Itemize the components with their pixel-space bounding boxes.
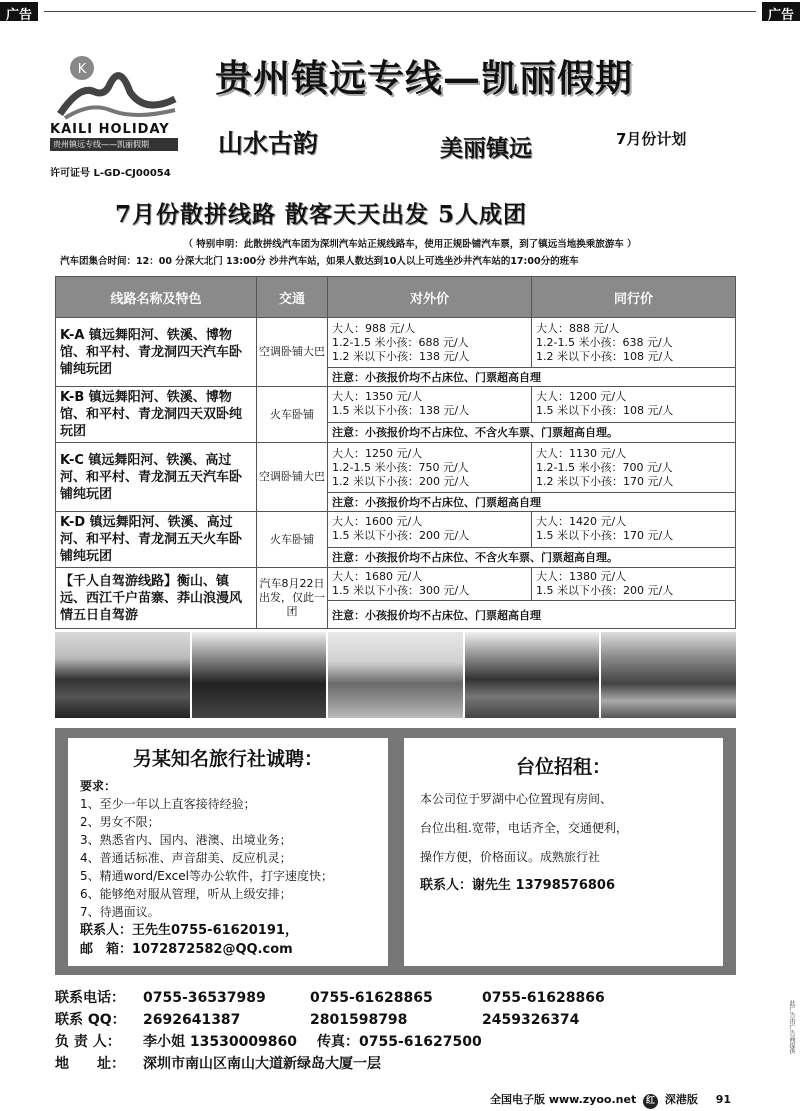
price-line: 1.2 米以下小孩：200 元/人: [332, 474, 470, 488]
table-header-row: [56, 277, 736, 318]
col-peer-price: 同行价: [532, 277, 736, 318]
peer-price: [532, 318, 736, 368]
route-transport: 火车卧铺: [257, 512, 328, 568]
contact-footer: [55, 987, 755, 1075]
footer-row-qq: [55, 1009, 755, 1031]
list-item: 6、能够绝对服从管理，听从上级安排；: [80, 887, 292, 901]
price-line: 大人：1380 元/人: [536, 570, 627, 583]
list-item: 5、精通word/Excel等办公软件，打字速度快；: [80, 869, 333, 883]
table-row: [56, 568, 736, 601]
ad-label-left: 广告: [0, 2, 38, 21]
top-divider: [44, 11, 756, 12]
special-note: （ 特别申明：此散拼线汽车团为深圳汽车站正规线路车，使用正规卧铺汽车票，到了镇远当地换乘旅游车 ）: [183, 239, 637, 250]
public-price: [328, 512, 532, 548]
route-note: 注意：小孩报价均不占床位、不含火车票、门票超高自理。: [328, 547, 736, 567]
price-line: 1.2 米以下小孩：138 元/人: [332, 349, 470, 363]
recruit-requirements-label: 要求：: [80, 779, 117, 793]
rent-title: 台位招租：: [515, 756, 611, 778]
qq-label: 联系 QQ：: [55, 1012, 126, 1028]
route-name: K-D 镇远舞阳河、铁溪、高过河、和平村、青龙洞五天火车卧铺纯玩团: [56, 512, 257, 568]
recruit-title: 另某知名旅行社诚聘：: [132, 748, 323, 770]
table-row: [56, 318, 736, 368]
price-line: 1.2-1.5 米小孩：638 元/人: [536, 335, 673, 349]
peer-price: [532, 512, 736, 548]
page-number: 91: [715, 1093, 732, 1106]
route-transport: 空调卧铺大巴: [257, 443, 328, 512]
rent-line: 操作方便，价格面议。成熟旅行社: [420, 850, 601, 864]
route-transport: 汽车8月22日出发，仅此一团: [257, 568, 328, 629]
price-line: 大人：1600 元/人: [332, 515, 423, 529]
route-price-table: [55, 276, 736, 629]
phone-number: 0755-36537989: [143, 990, 266, 1006]
price-line: 1.5 米以下小孩：138 元/人: [332, 404, 470, 418]
price-line: 大人：1250 元/人: [332, 446, 423, 460]
public-price: [328, 318, 532, 368]
price-line: 大人：1680 元/人: [332, 570, 423, 583]
table-row: [56, 443, 736, 493]
route-transport: 火车卧铺: [257, 387, 328, 443]
route-transport: 空调卧铺大巴: [257, 318, 328, 387]
red-circle-icon: 红: [643, 1094, 658, 1109]
public-price: [328, 568, 532, 601]
route-name: K-A 镇远舞阳河、铁溪、博物馆、和平村、青龙洞四天汽车卧铺纯玩团: [56, 318, 257, 387]
mountain-logo-icon: [50, 44, 180, 122]
person-contact: 李小姐 13530009860: [143, 1034, 298, 1050]
col-public-price: 对外价: [328, 277, 532, 318]
public-price: [328, 443, 532, 493]
price-line: 大人：988 元/人: [332, 321, 416, 335]
phone-number: 0755-61628865: [310, 990, 433, 1006]
route-name: K-B 镇远舞阳河、铁溪、博物馆、和平村、青龙洞四天双卧纯玩团: [56, 387, 257, 443]
price-line: 1.2-1.5 米小孩：700 元/人: [536, 460, 673, 474]
fax-number: 传真：0755-61627500: [317, 1034, 482, 1050]
price-line: 大人：888 元/人: [536, 321, 620, 335]
qq-number: 2801598798: [310, 1012, 408, 1028]
peer-price: [532, 443, 736, 493]
list-item: 2、男女不限；: [80, 815, 160, 829]
recruit-email: 邮 箱：1072872582@QQ.com: [80, 942, 293, 957]
list-item: 3、熟悉省内、国内、港澳、出境业务；: [80, 833, 292, 847]
assembly-note: 汽车团集合时间：12：00 分深大北门 13:00分 沙井汽车站，如果人数达到10人以上可选坐沙井汽车站的17:00分的班车: [60, 256, 579, 267]
phone-number: 0755-61628866: [482, 990, 605, 1006]
footer-row-address: [55, 1053, 755, 1075]
region-label: 深港版: [664, 1093, 698, 1106]
person-label: 负 责 人：: [55, 1034, 121, 1050]
price-line: 1.2-1.5 米小孩：750 元/人: [332, 460, 469, 474]
rent-line: 台位出租.宽带，电话齐全，交通便利，: [420, 821, 628, 835]
scenery-photo-strip: [55, 632, 736, 718]
col-route: 线路名称及特色: [56, 277, 257, 318]
scenery-photo: [55, 632, 190, 718]
price-line: 1.5 米以下小孩：108 元/人: [536, 404, 674, 418]
brand-logo: [50, 44, 190, 151]
route-name: K-C 镇远舞阳河、铁溪、高过河、和平村、青龙洞五天汽车卧铺纯玩团: [56, 443, 257, 512]
address: 深圳市南山区南山大道新绿岛大厦一层: [143, 1056, 381, 1072]
price-line: 1.2 米以下小孩：108 元/人: [536, 349, 674, 363]
slogan-2: 美丽镇远: [440, 135, 532, 162]
peer-price: [532, 568, 736, 601]
list-item: 4、普通话标准、声音甜美、反应机灵；: [80, 851, 292, 865]
price-line: 大人：1200 元/人: [536, 390, 627, 404]
address-label: 地 址：: [55, 1056, 125, 1072]
footer-row-person: [55, 1031, 755, 1053]
svg-text:K: K: [77, 62, 87, 77]
price-line: 1.2 米以下小孩：170 元/人: [536, 474, 674, 488]
table-row: [56, 387, 736, 423]
route-note: 注意：小孩报价均不占床位、门票超高自理: [328, 601, 736, 629]
route-note: 注意：小孩报价均不占床位、门票超高自理: [328, 493, 736, 512]
edition-label: 全国电子版 www.zyoo.net: [490, 1093, 637, 1106]
table-row: [56, 512, 736, 548]
slogan-3: 7月份计划: [616, 130, 687, 148]
price-line: 大人：1350 元/人: [332, 390, 423, 404]
qq-number: 2692641387: [143, 1012, 241, 1028]
page-title: 贵州镇远专线—凯丽假期: [215, 56, 633, 98]
recruit-box: [68, 738, 388, 966]
rent-box: [404, 738, 723, 966]
price-line: 1.5 米以下小孩：200 元/人: [536, 584, 674, 597]
price-line: 1.5 米以下小孩：300 元/人: [332, 584, 470, 597]
list-item: 1、至少一年以上直客接待经验；: [80, 797, 256, 811]
phone-label: 联系电话：: [55, 990, 125, 1006]
route-note: 注意：小孩报价均不占床位、不含火车票、门票超高自理。: [328, 422, 736, 442]
side-vertical-text: 此广告由广告商提供: [788, 1000, 795, 1054]
recruit-contact: 联系人：王先生0755-61620191，: [80, 923, 298, 938]
page-footer: [490, 1091, 731, 1109]
scenery-photo: [465, 632, 600, 718]
price-line: 大人：1130 元/人: [536, 446, 627, 460]
col-transport: 交通: [257, 277, 328, 318]
qq-number: 2459326374: [482, 1012, 580, 1028]
rent-contact: 联系人：谢先生 13798576806: [420, 878, 616, 893]
price-line: 1.2-1.5 米小孩：688 元/人: [332, 335, 469, 349]
scenery-photo: [601, 632, 736, 718]
price-line: 1.5 米以下小孩：200 元/人: [332, 529, 470, 543]
list-item: 7、待遇面议。: [80, 905, 160, 919]
brand-subtitle: 贵州镇远专线——凯丽假期: [50, 138, 178, 151]
public-price: [328, 387, 532, 423]
ad-label-right: 广告: [762, 2, 800, 21]
scenery-photo: [328, 632, 463, 718]
headline: 7月份散拼线路 散客天天出发 5人成团: [115, 201, 528, 228]
rent-line: 本公司位于罗湖中心位置现有房间、: [420, 792, 613, 806]
scenery-photo: [192, 632, 327, 718]
brand-name-en: KAILI HOLIDAY: [50, 122, 170, 137]
route-name: 【千人自驾游线路】衡山、镇远、西江千户苗寨、莽山浪漫风情五日自驾游: [56, 568, 257, 629]
price-line: 1.5 米以下小孩：170 元/人: [536, 529, 674, 543]
route-note: 注意：小孩报价均不占床位、门票超高自理: [328, 368, 736, 387]
footer-row-phone: [55, 987, 755, 1009]
slogan-1: 山水古韵: [218, 129, 319, 158]
peer-price: [532, 387, 736, 423]
license-number: 许可证号 L-GD-CJ00054: [50, 168, 171, 179]
price-line: 大人：1420 元/人: [536, 515, 627, 529]
